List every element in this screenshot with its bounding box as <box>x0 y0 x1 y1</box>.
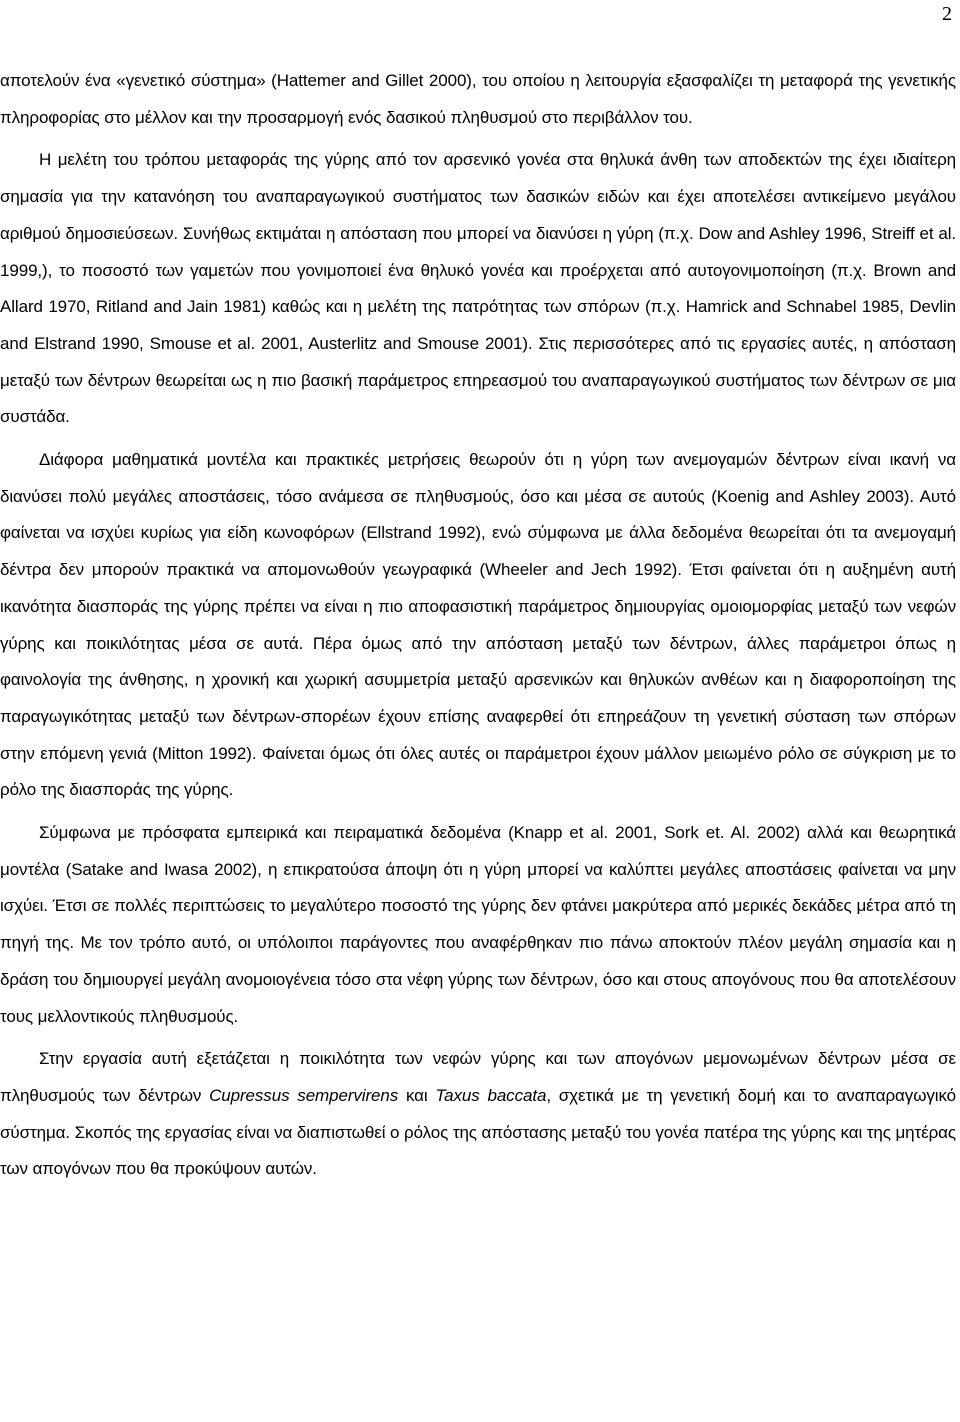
paragraph-4: Σύμφωνα με πρόσφατα εμπειρικά και πειραματικά δεδομένα (Knapp et al. 2001, Sork et. Al. 2002) αλλά και θεωρητικά μοντέλα (Satake and Iwasa 2002), η επικρατούσα άποψη ότι η γύρη μπορεί να καλύπτει μεγάλες αποστάσεις φαίνεται να μην ισχύει. Έτσι σε πολλές περιπτώσεις το μεγαλύτερο ποσοστό της γύρης δεν φτάνει μακρύτερα από μερικές δεκάδες μέτρα από τη πηγή της. Με τον τρόπο αυτό, οι υπόλοιποι παράγοντες που αναφέρθηκαν πιο πάνω αποκτούν πλέον μεγάλη σημασία και η δράση του δημιουργεί μεγάλη ανομοιογένεια τόσο στα νέφη γύρης των δέντρων, όσο και στους απογόνους που θα αποτελέσουν τους μελλοντικούς πληθυσμούς. <box>0 823 956 1026</box>
page-number: 2 <box>942 3 952 25</box>
paragraph-5 <box>0 1041 956 1188</box>
species-name-taxus: Taxus baccata <box>435 1085 547 1105</box>
paragraph-3: Διάφορα μαθηματικά μοντέλα και πρακτικές μετρήσεις θεωρούν ότι η γύρη των ανεμογαμών δέντρων είναι ικανή να διανύσει πολύ μεγάλες αποστάσεις, τόσο ανάμεσα σε πληθυσμούς, όσο και μέσα σε αυτούς (Koenig and Ashley 2003). Αυτό φαίνεται να ισχύει κυρίως για είδη κωνοφόρων (Ellstrand 1992), ενώ σύμφωνα με άλλα δεδομένα θεωρείται ότι τα ανεμογαμή δέντρα δεν μπορούν πρακτικά να απομονωθούν γεωγραφικά (Wheeler and Jech 1992). Έτσι φαίνεται ότι η αυξημένη αυτή ικανότητα διασποράς της γύρης πρέπει να είναι η πιο αποφασιστική παράμετρος δημιουργίας ομοιομορφίας μεταξύ των νεφών γύρης και ποικιλότητας μέσα σε αυτά. Πέρα όμως από την απόσταση μεταξύ των δέντρων, άλλες παράμετροι όπως η φαινολογία της άνθησης, η χρονική και χωρική ασυμμετρία μεταξύ αρσενικών και θηλυκών ανθέων και η διαφοροποίηση της παραγωγικότητας μεταξύ των δέντρων-σπορέων έχουν επίσης αναφερθεί ότι επηρεάζουν τη γενετική σύσταση των σπόρων στην επόμενη γενιά (Mitton 1992). Φαίνεται όμως ότι όλες αυτές οι παράμετροι έχουν μάλλον μειωμένο ρόλο σε σύγκριση με το ρόλο της διασποράς της γύρης. <box>0 450 956 800</box>
paragraph-5-middle: και <box>398 1085 436 1105</box>
paragraph-1: αποτελούν ένα «γενετικό σύστημα» (Hattemer and Gillet 2000), του οποίου η λειτουργία εξασφαλίζει τη μεταφορά της γενετικής πληροφορίας στο μέλλον και την προσαρμογή ενός δασικού πληθυσμού στο περιβάλλον του. <box>0 71 956 127</box>
document-body <box>0 63 956 1194</box>
species-name-cupressus: Cupressus sempervirens <box>209 1085 399 1105</box>
paragraph-2: Η μελέτη του τρόπου μεταφοράς της γύρης από τον αρσενικό γονέα στα θηλυκά άνθη των αποδεκτών της έχει ιδιαίτερη σημασία για την κατανόηση του αναπαραγωγικού συστήματος των δασικών ειδών και έχει αποτελέσει αντικείμενο μεγάλου αριθμού δημοσιεύσεων. Συνήθως εκτιμάται η απόσταση που μπορεί να διανύσει η γύρη (π.χ. Dow and Ashley 1996, Streiff et al. 1999,), το ποσοστό των γαμετών που γονιμοποιεί ένα θηλυκό γονέα και προέρχεται από αυτογονιμοποίηση (π.χ. Brown and Allard 1970, Ritland and Jain 1981) καθώς και η μελέτη της πατρότητας των σπόρων (π.χ. Hamrick and Schnabel 1985, Devlin and Elstrand 1990, Smouse et al. 2001, Austerlitz and Smouse 2001). Στις περισσότερες από τις εργασίες αυτές, η απόσταση μεταξύ των δέντρων θεωρείται ως η πιο βασική παράμετρος επηρεασμού του αναπαραγωγικού συστήματος των δέντρων σε μια συστάδα. <box>0 150 956 427</box>
paragraph-5-before: Στην εργασία αυτή εξετάζεται η ποικιλότητα των νεφών γύρης και των απογόνων μεμονωμένων δέντρων μέσα σε πληθυσμούς των δέντρων <box>0 1049 956 1105</box>
paragraph-5-after: , σχετικά με τη γενετική δομή και το αναπαραγωγικό σύστημα. Σκοπός της εργασίας είναι να διαπιστωθεί ο ρόλος της απόστασης μεταξύ του γονέα πατέρα της γύρης και της μητέρας των απογόνων που θα προκύψουν αυτών. <box>0 1085 956 1179</box>
